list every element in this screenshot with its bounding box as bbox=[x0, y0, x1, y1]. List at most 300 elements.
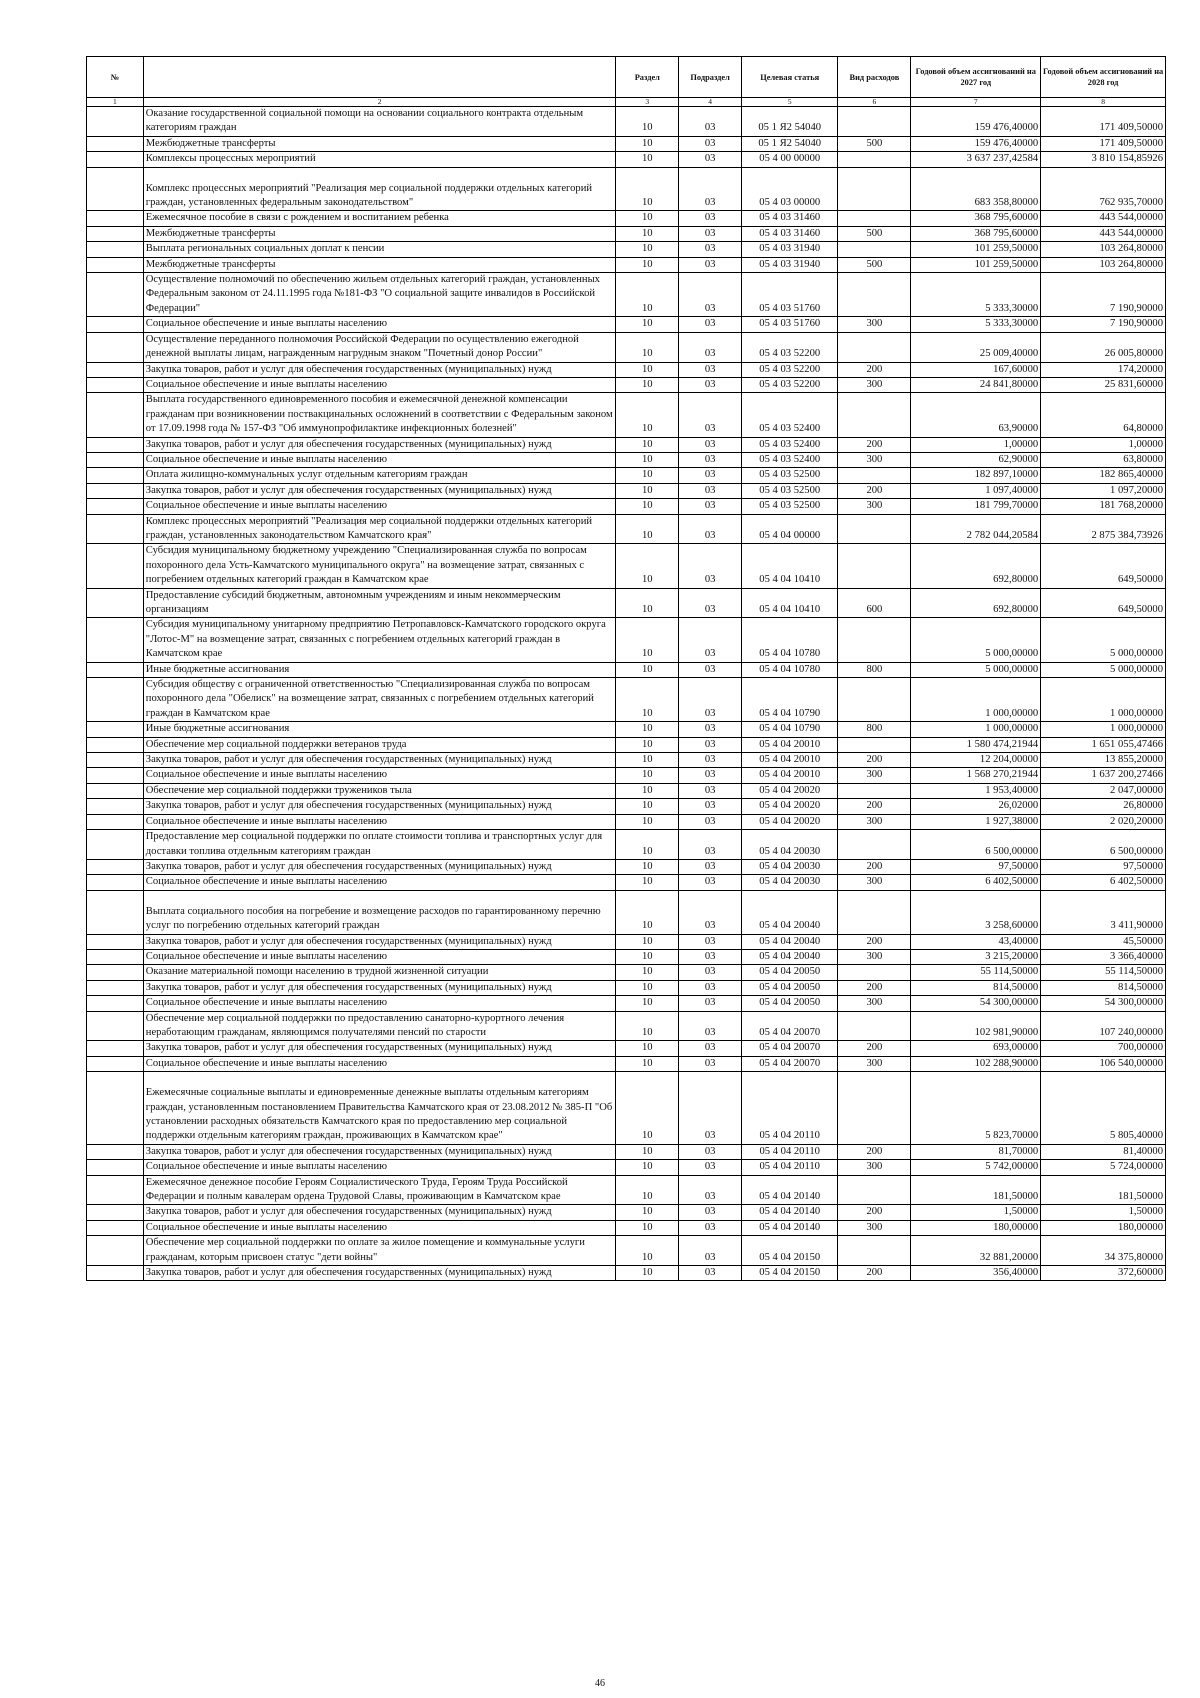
volume-2027-cell: 101 259,50000 bbox=[911, 242, 1041, 257]
table-row bbox=[87, 934, 1166, 949]
target-article-cell: 05 4 04 20020 bbox=[742, 814, 838, 829]
item-name-cell: Межбюджетные трансферты bbox=[143, 136, 616, 151]
target-article-cell: 05 4 04 20010 bbox=[742, 737, 838, 752]
volume-2027-cell: 102 981,90000 bbox=[911, 1011, 1041, 1041]
section-cell: 10 bbox=[616, 1266, 679, 1281]
row-number-cell bbox=[87, 499, 144, 514]
target-article-cell: 05 4 03 52200 bbox=[742, 377, 838, 392]
item-name-cell: Закупка товаров, работ и услуг для обеспечения государственных (муниципальных) нужд bbox=[143, 799, 616, 814]
volume-2028-cell: 2 020,20000 bbox=[1041, 814, 1166, 829]
subsection-cell: 03 bbox=[679, 814, 742, 829]
section-cell: 10 bbox=[616, 257, 679, 272]
volume-2027-cell: 3 637 237,42584 bbox=[911, 152, 1041, 167]
expense-type-cell: 300 bbox=[838, 1160, 911, 1175]
table-row bbox=[87, 814, 1166, 829]
volume-2027-cell: 167,60000 bbox=[911, 362, 1041, 377]
row-number-cell bbox=[87, 136, 144, 151]
expense-type-cell: 300 bbox=[838, 996, 911, 1011]
volume-2028-cell: 63,80000 bbox=[1041, 452, 1166, 467]
volume-2028-cell: 182 865,40000 bbox=[1041, 468, 1166, 483]
target-article-cell: 05 4 04 20150 bbox=[742, 1266, 838, 1281]
item-name-cell: Социальное обеспечение и иные выплаты населению bbox=[143, 317, 616, 332]
section-cell: 10 bbox=[616, 452, 679, 467]
section-cell: 10 bbox=[616, 1056, 679, 1071]
volume-2028-cell: 180,00000 bbox=[1041, 1220, 1166, 1235]
section-cell: 10 bbox=[616, 949, 679, 964]
volume-2027-cell: 368 795,60000 bbox=[911, 211, 1041, 226]
volume-2028-cell: 171 409,50000 bbox=[1041, 136, 1166, 151]
subsection-cell: 03 bbox=[679, 996, 742, 1011]
section-cell: 10 bbox=[616, 152, 679, 167]
expense-type-cell bbox=[838, 1175, 911, 1205]
section-cell: 10 bbox=[616, 830, 679, 860]
item-name-cell: Обеспечение мер социальной поддержки по оплате за жилое помещение и коммунальные услуги гражданам, которым присвоен статус "дети войны" bbox=[143, 1236, 616, 1266]
target-article-cell: 05 4 04 10780 bbox=[742, 618, 838, 662]
row-number-cell bbox=[87, 1175, 144, 1205]
table-row bbox=[87, 499, 1166, 514]
row-number-cell bbox=[87, 1056, 144, 1071]
column-numbers-row bbox=[87, 98, 1166, 107]
subsection-cell: 03 bbox=[679, 1072, 742, 1145]
row-number-cell bbox=[87, 377, 144, 392]
column-number: 5 bbox=[742, 98, 838, 107]
item-name-cell: Комплекс процессных мероприятий "Реализация мер социальной поддержки отдельных категорий граждан, установленных законодательством Камчатского края" bbox=[143, 514, 616, 544]
expense-type-cell: 200 bbox=[838, 859, 911, 874]
target-article-cell: 05 4 03 51760 bbox=[742, 317, 838, 332]
volume-2027-cell: 1,50000 bbox=[911, 1205, 1041, 1220]
target-article-cell: 05 4 04 10790 bbox=[742, 722, 838, 737]
column-number: 2 bbox=[143, 98, 616, 107]
target-article-cell: 05 1 Я2 54040 bbox=[742, 107, 838, 137]
volume-2028-cell: 106 540,00000 bbox=[1041, 1056, 1166, 1071]
section-cell: 10 bbox=[616, 1160, 679, 1175]
expense-type-cell bbox=[838, 1072, 911, 1145]
item-name-cell: Оказание государственной социальной помощи на основании социального контракта отдельным категориям граждан bbox=[143, 107, 616, 137]
section-cell: 10 bbox=[616, 965, 679, 980]
item-name-cell: Социальное обеспечение и иные выплаты населению bbox=[143, 814, 616, 829]
section-cell: 10 bbox=[616, 332, 679, 362]
subsection-cell: 03 bbox=[679, 934, 742, 949]
expense-type-cell bbox=[838, 830, 911, 860]
item-name-cell: Социальное обеспечение и иные выплаты населению bbox=[143, 949, 616, 964]
expense-type-cell: 300 bbox=[838, 452, 911, 467]
section-cell: 10 bbox=[616, 167, 679, 211]
row-number-cell bbox=[87, 1144, 144, 1159]
subsection-cell: 03 bbox=[679, 544, 742, 588]
target-article-cell: 05 4 04 20050 bbox=[742, 965, 838, 980]
volume-2028-cell: 181 768,20000 bbox=[1041, 499, 1166, 514]
row-number-cell bbox=[87, 890, 144, 934]
volume-2028-cell: 2 047,00000 bbox=[1041, 783, 1166, 798]
subsection-cell: 03 bbox=[679, 980, 742, 995]
volume-2028-cell: 3 411,90000 bbox=[1041, 890, 1166, 934]
expense-type-cell: 200 bbox=[838, 1266, 911, 1281]
item-name-cell: Социальное обеспечение и иные выплаты населению bbox=[143, 377, 616, 392]
expense-type-cell bbox=[838, 783, 911, 798]
target-article-cell: 05 4 04 10410 bbox=[742, 588, 838, 618]
expense-type-cell: 300 bbox=[838, 377, 911, 392]
page-number: 46 bbox=[595, 1678, 605, 1689]
table-row bbox=[87, 859, 1166, 874]
column-number: 1 bbox=[87, 98, 144, 107]
volume-2027-cell: 1,00000 bbox=[911, 437, 1041, 452]
table-row bbox=[87, 107, 1166, 137]
section-cell: 10 bbox=[616, 273, 679, 317]
subsection-cell: 03 bbox=[679, 362, 742, 377]
volume-2027-cell: 1 580 474,21944 bbox=[911, 737, 1041, 752]
item-name-cell: Комплекс процессных мероприятий "Реализация мер социальной поддержки отдельных категорий граждан, установленных федеральным законодательством" bbox=[143, 167, 616, 211]
expense-type-cell bbox=[838, 618, 911, 662]
table-row bbox=[87, 722, 1166, 737]
row-number-cell bbox=[87, 107, 144, 137]
target-article-cell: 05 4 03 00000 bbox=[742, 167, 838, 211]
volume-2027-cell: 12 204,00000 bbox=[911, 753, 1041, 768]
item-name-cell: Субсидия обществу с ограниченной ответственностью "Специализированная служба по вопросам похоронного дела "Обелиск" на возмещение затрат, связанных с погребением отдельных категорий граждан в Камчатском крае bbox=[143, 678, 616, 722]
subsection-cell: 03 bbox=[679, 483, 742, 498]
volume-2027-cell: 159 476,40000 bbox=[911, 136, 1041, 151]
expense-type-cell: 500 bbox=[838, 136, 911, 151]
target-article-cell: 05 4 03 31460 bbox=[742, 226, 838, 241]
table-row bbox=[87, 1011, 1166, 1041]
row-number-cell bbox=[87, 362, 144, 377]
subsection-cell: 03 bbox=[679, 1056, 742, 1071]
table-row bbox=[87, 965, 1166, 980]
volume-2027-cell: 180,00000 bbox=[911, 1220, 1041, 1235]
section-cell: 10 bbox=[616, 437, 679, 452]
item-name-cell: Межбюджетные трансферты bbox=[143, 257, 616, 272]
volume-2027-cell: 54 300,00000 bbox=[911, 996, 1041, 1011]
section-cell: 10 bbox=[616, 768, 679, 783]
subsection-cell: 03 bbox=[679, 890, 742, 934]
expense-type-cell: 200 bbox=[838, 437, 911, 452]
item-name-cell: Закупка товаров, работ и услуг для обеспечения государственных (муниципальных) нужд bbox=[143, 934, 616, 949]
expense-type-cell bbox=[838, 107, 911, 137]
target-article-cell: 05 1 Я2 54040 bbox=[742, 136, 838, 151]
volume-2028-cell: 5 000,00000 bbox=[1041, 618, 1166, 662]
target-article-cell: 05 4 04 20140 bbox=[742, 1175, 838, 1205]
expense-type-cell bbox=[838, 211, 911, 226]
table-row bbox=[87, 393, 1166, 437]
target-article-cell: 05 4 04 20040 bbox=[742, 890, 838, 934]
expense-type-cell: 200 bbox=[838, 934, 911, 949]
volume-2028-cell: 45,50000 bbox=[1041, 934, 1166, 949]
expense-type-cell: 200 bbox=[838, 799, 911, 814]
section-cell: 10 bbox=[616, 1041, 679, 1056]
volume-2027-cell: 159 476,40000 bbox=[911, 107, 1041, 137]
table-row bbox=[87, 618, 1166, 662]
item-name-cell: Оплата жилищно-коммунальных услуг отдельным категориям граждан bbox=[143, 468, 616, 483]
volume-2027-cell: 356,40000 bbox=[911, 1266, 1041, 1281]
volume-2027-cell: 692,80000 bbox=[911, 588, 1041, 618]
subsection-cell: 03 bbox=[679, 107, 742, 137]
table-row bbox=[87, 1266, 1166, 1281]
expense-type-cell: 200 bbox=[838, 362, 911, 377]
table-row bbox=[87, 273, 1166, 317]
row-number-cell bbox=[87, 468, 144, 483]
item-name-cell: Оказание материальной помощи населению в трудной жизненной ситуации bbox=[143, 965, 616, 980]
volume-2028-cell: 6 500,00000 bbox=[1041, 830, 1166, 860]
row-number-cell bbox=[87, 618, 144, 662]
volume-2027-cell: 97,50000 bbox=[911, 859, 1041, 874]
subsection-cell: 03 bbox=[679, 799, 742, 814]
volume-2028-cell: 181,50000 bbox=[1041, 1175, 1166, 1205]
target-article-cell: 05 4 04 10790 bbox=[742, 678, 838, 722]
target-article-cell: 05 4 04 20070 bbox=[742, 1041, 838, 1056]
volume-2027-cell: 6 500,00000 bbox=[911, 830, 1041, 860]
header-name bbox=[143, 57, 616, 98]
volume-2028-cell: 700,00000 bbox=[1041, 1041, 1166, 1056]
row-number-cell bbox=[87, 830, 144, 860]
section-cell: 10 bbox=[616, 753, 679, 768]
section-cell: 10 bbox=[616, 362, 679, 377]
volume-2028-cell: 5 805,40000 bbox=[1041, 1072, 1166, 1145]
row-number-cell bbox=[87, 226, 144, 241]
table-row bbox=[87, 1205, 1166, 1220]
row-number-cell bbox=[87, 1220, 144, 1235]
volume-2028-cell: 103 264,80000 bbox=[1041, 242, 1166, 257]
target-article-cell: 05 4 03 52500 bbox=[742, 499, 838, 514]
header-section: Раздел bbox=[616, 57, 679, 98]
row-number-cell bbox=[87, 273, 144, 317]
row-number-cell bbox=[87, 393, 144, 437]
row-number-cell bbox=[87, 167, 144, 211]
target-article-cell: 05 4 04 20010 bbox=[742, 768, 838, 783]
subsection-cell: 03 bbox=[679, 737, 742, 752]
target-article-cell: 05 4 03 31460 bbox=[742, 211, 838, 226]
subsection-cell: 03 bbox=[679, 1175, 742, 1205]
volume-2028-cell: 7 190,90000 bbox=[1041, 273, 1166, 317]
row-number-cell bbox=[87, 1072, 144, 1145]
row-number-cell bbox=[87, 722, 144, 737]
item-name-cell: Осуществление полномочий по обеспечению жильем отдельных категорий граждан, установленных Федеральным законом от 24.11.1995 года №181-ФЗ "О социальной защите инвалидов в Российской Федерации" bbox=[143, 273, 616, 317]
column-number: 7 bbox=[911, 98, 1041, 107]
item-name-cell: Ежемесячные социальные выплаты и единовременные денежные выплаты отдельным категориям граждан, установленным постановлением Правительства Камчатского края от 23.08.2012 № 385-П "Об установлении расходных обязательств Камчатского края по предоставлению мер социальной поддержки отдельным категориям граждан, проживающих в Камчатском крае" bbox=[143, 1072, 616, 1145]
subsection-cell: 03 bbox=[679, 468, 742, 483]
row-number-cell bbox=[87, 1160, 144, 1175]
volume-2027-cell: 102 288,90000 bbox=[911, 1056, 1041, 1071]
section-cell: 10 bbox=[616, 875, 679, 890]
volume-2028-cell: 3 366,40000 bbox=[1041, 949, 1166, 964]
item-name-cell: Социальное обеспечение и иные выплаты населению bbox=[143, 499, 616, 514]
row-number-cell bbox=[87, 678, 144, 722]
volume-2028-cell: 171 409,50000 bbox=[1041, 107, 1166, 137]
table-row bbox=[87, 980, 1166, 995]
table-row bbox=[87, 678, 1166, 722]
volume-2027-cell: 55 114,50000 bbox=[911, 965, 1041, 980]
table-row bbox=[87, 1041, 1166, 1056]
volume-2027-cell: 1 927,38000 bbox=[911, 814, 1041, 829]
target-article-cell: 05 4 00 00000 bbox=[742, 152, 838, 167]
volume-2028-cell: 7 190,90000 bbox=[1041, 317, 1166, 332]
table-row bbox=[87, 799, 1166, 814]
section-cell: 10 bbox=[616, 996, 679, 1011]
target-article-cell: 05 4 04 20050 bbox=[742, 980, 838, 995]
volume-2028-cell: 54 300,00000 bbox=[1041, 996, 1166, 1011]
item-name-cell: Социальное обеспечение и иные выплаты населению bbox=[143, 1160, 616, 1175]
row-number-cell bbox=[87, 588, 144, 618]
volume-2028-cell: 13 855,20000 bbox=[1041, 753, 1166, 768]
subsection-cell: 03 bbox=[679, 1266, 742, 1281]
column-number: 8 bbox=[1041, 98, 1166, 107]
row-number-cell bbox=[87, 257, 144, 272]
target-article-cell: 05 4 04 20030 bbox=[742, 830, 838, 860]
table-row bbox=[87, 737, 1166, 752]
row-number-cell bbox=[87, 814, 144, 829]
volume-2027-cell: 5 823,70000 bbox=[911, 1072, 1041, 1145]
subsection-cell: 03 bbox=[679, 211, 742, 226]
section-cell: 10 bbox=[616, 544, 679, 588]
table-row bbox=[87, 768, 1166, 783]
volume-2027-cell: 5 333,30000 bbox=[911, 317, 1041, 332]
item-name-cell: Закупка товаров, работ и услуг для обеспечения государственных (муниципальных) нужд bbox=[143, 1266, 616, 1281]
subsection-cell: 03 bbox=[679, 1144, 742, 1159]
volume-2028-cell: 1 637 200,27466 bbox=[1041, 768, 1166, 783]
table-row bbox=[87, 875, 1166, 890]
item-name-cell: Иные бюджетные ассигнования bbox=[143, 722, 616, 737]
target-article-cell: 05 4 04 20110 bbox=[742, 1144, 838, 1159]
row-number-cell bbox=[87, 332, 144, 362]
item-name-cell: Межбюджетные трансферты bbox=[143, 226, 616, 241]
item-name-cell: Субсидия муниципальному унитарному предприятию Петропавловск-Камчатского городского округа "Лотос-М" на возмещение затрат, связанных с погребением отдельных категорий граждан в Камчатском крае bbox=[143, 618, 616, 662]
volume-2027-cell: 182 897,10000 bbox=[911, 468, 1041, 483]
section-cell: 10 bbox=[616, 1236, 679, 1266]
subsection-cell: 03 bbox=[679, 588, 742, 618]
item-name-cell: Закупка товаров, работ и услуг для обеспечения государственных (муниципальных) нужд bbox=[143, 437, 616, 452]
row-number-cell bbox=[87, 799, 144, 814]
expense-type-cell bbox=[838, 332, 911, 362]
header-expense-type: Вид расходов bbox=[838, 57, 911, 98]
expense-type-cell bbox=[838, 514, 911, 544]
table-header-row bbox=[87, 57, 1166, 98]
expense-type-cell: 200 bbox=[838, 483, 911, 498]
subsection-cell: 03 bbox=[679, 783, 742, 798]
section-cell: 10 bbox=[616, 859, 679, 874]
target-article-cell: 05 4 03 51760 bbox=[742, 273, 838, 317]
subsection-cell: 03 bbox=[679, 678, 742, 722]
item-name-cell: Осуществление переданного полномочия Российской Федерации по осуществлению ежегодной денежной выплаты лицам, награжденным нагрудным знаком "Почетный донор России" bbox=[143, 332, 616, 362]
subsection-cell: 03 bbox=[679, 618, 742, 662]
header-number: № bbox=[87, 57, 144, 98]
item-name-cell: Социальное обеспечение и иные выплаты населению bbox=[143, 996, 616, 1011]
target-article-cell: 05 4 04 20110 bbox=[742, 1072, 838, 1145]
item-name-cell: Социальное обеспечение и иные выплаты населению bbox=[143, 875, 616, 890]
row-number-cell bbox=[87, 1236, 144, 1266]
row-number-cell bbox=[87, 317, 144, 332]
item-name-cell: Иные бюджетные ассигнования bbox=[143, 662, 616, 677]
section-cell: 10 bbox=[616, 136, 679, 151]
section-cell: 10 bbox=[616, 618, 679, 662]
expense-type-cell bbox=[838, 468, 911, 483]
subsection-cell: 03 bbox=[679, 452, 742, 467]
volume-2028-cell: 443 544,00000 bbox=[1041, 211, 1166, 226]
target-article-cell: 05 4 03 52500 bbox=[742, 468, 838, 483]
volume-2027-cell: 63,90000 bbox=[911, 393, 1041, 437]
item-name-cell: Закупка товаров, работ и услуг для обеспечения государственных (муниципальных) нужд bbox=[143, 1205, 616, 1220]
volume-2027-cell: 181,50000 bbox=[911, 1175, 1041, 1205]
row-number-cell bbox=[87, 1011, 144, 1041]
subsection-cell: 03 bbox=[679, 949, 742, 964]
volume-2028-cell: 649,50000 bbox=[1041, 544, 1166, 588]
section-cell: 10 bbox=[616, 514, 679, 544]
section-cell: 10 bbox=[616, 468, 679, 483]
volume-2027-cell: 25 009,40000 bbox=[911, 332, 1041, 362]
volume-2027-cell: 101 259,50000 bbox=[911, 257, 1041, 272]
section-cell: 10 bbox=[616, 107, 679, 137]
subsection-cell: 03 bbox=[679, 242, 742, 257]
subsection-cell: 03 bbox=[679, 437, 742, 452]
table-body bbox=[87, 107, 1166, 1281]
volume-2027-cell: 1 953,40000 bbox=[911, 783, 1041, 798]
row-number-cell bbox=[87, 965, 144, 980]
target-article-cell: 05 4 04 20020 bbox=[742, 799, 838, 814]
subsection-cell: 03 bbox=[679, 167, 742, 211]
subsection-cell: 03 bbox=[679, 317, 742, 332]
volume-2027-cell: 5 000,00000 bbox=[911, 618, 1041, 662]
row-number-cell bbox=[87, 437, 144, 452]
row-number-cell bbox=[87, 1266, 144, 1281]
volume-2027-cell: 5 000,00000 bbox=[911, 662, 1041, 677]
table-row bbox=[87, 211, 1166, 226]
expense-type-cell bbox=[838, 393, 911, 437]
table-row bbox=[87, 226, 1166, 241]
volume-2028-cell: 25 831,60000 bbox=[1041, 377, 1166, 392]
item-name-cell: Закупка товаров, работ и услуг для обеспечения государственных (муниципальных) нужд bbox=[143, 483, 616, 498]
target-article-cell: 05 4 04 20140 bbox=[742, 1220, 838, 1235]
volume-2028-cell: 1,00000 bbox=[1041, 437, 1166, 452]
subsection-cell: 03 bbox=[679, 965, 742, 980]
expense-type-cell: 500 bbox=[838, 257, 911, 272]
item-name-cell: Социальное обеспечение и иные выплаты населению bbox=[143, 768, 616, 783]
item-name-cell: Обеспечение мер социальной поддержки ветеранов труда bbox=[143, 737, 616, 752]
table-row bbox=[87, 362, 1166, 377]
target-article-cell: 05 4 03 52400 bbox=[742, 437, 838, 452]
section-cell: 10 bbox=[616, 678, 679, 722]
expense-type-cell bbox=[838, 737, 911, 752]
volume-2027-cell: 2 782 044,20584 bbox=[911, 514, 1041, 544]
expense-type-cell: 800 bbox=[838, 662, 911, 677]
expense-type-cell: 300 bbox=[838, 814, 911, 829]
item-name-cell: Ежемесячное денежное пособие Героям Социалистического Труда, Героям Труда Российской Федерации и полным кавалерам ордена Трудовой Славы, проживающим в Камчатском крае bbox=[143, 1175, 616, 1205]
target-article-cell: 05 4 04 20070 bbox=[742, 1011, 838, 1041]
target-article-cell: 05 4 04 20110 bbox=[742, 1160, 838, 1175]
target-article-cell: 05 4 04 20040 bbox=[742, 934, 838, 949]
header-subsection: Подраздел bbox=[679, 57, 742, 98]
section-cell: 10 bbox=[616, 317, 679, 332]
subsection-cell: 03 bbox=[679, 393, 742, 437]
subsection-cell: 03 bbox=[679, 1205, 742, 1220]
subsection-cell: 03 bbox=[679, 768, 742, 783]
volume-2028-cell: 1,50000 bbox=[1041, 1205, 1166, 1220]
volume-2028-cell: 81,40000 bbox=[1041, 1144, 1166, 1159]
header-target-article: Целевая статья bbox=[742, 57, 838, 98]
expense-type-cell: 800 bbox=[838, 722, 911, 737]
section-cell: 10 bbox=[616, 1144, 679, 1159]
volume-2027-cell: 24 841,80000 bbox=[911, 377, 1041, 392]
target-article-cell: 05 4 04 20070 bbox=[742, 1056, 838, 1071]
row-number-cell bbox=[87, 934, 144, 949]
row-number-cell bbox=[87, 996, 144, 1011]
expense-type-cell bbox=[838, 242, 911, 257]
column-number: 4 bbox=[679, 98, 742, 107]
expense-type-cell bbox=[838, 167, 911, 211]
table-row bbox=[87, 377, 1166, 392]
subsection-cell: 03 bbox=[679, 273, 742, 317]
row-number-cell bbox=[87, 152, 144, 167]
row-number-cell bbox=[87, 211, 144, 226]
table-row bbox=[87, 996, 1166, 1011]
target-article-cell: 05 4 04 20040 bbox=[742, 949, 838, 964]
item-name-cell: Социальное обеспечение и иные выплаты населению bbox=[143, 452, 616, 467]
